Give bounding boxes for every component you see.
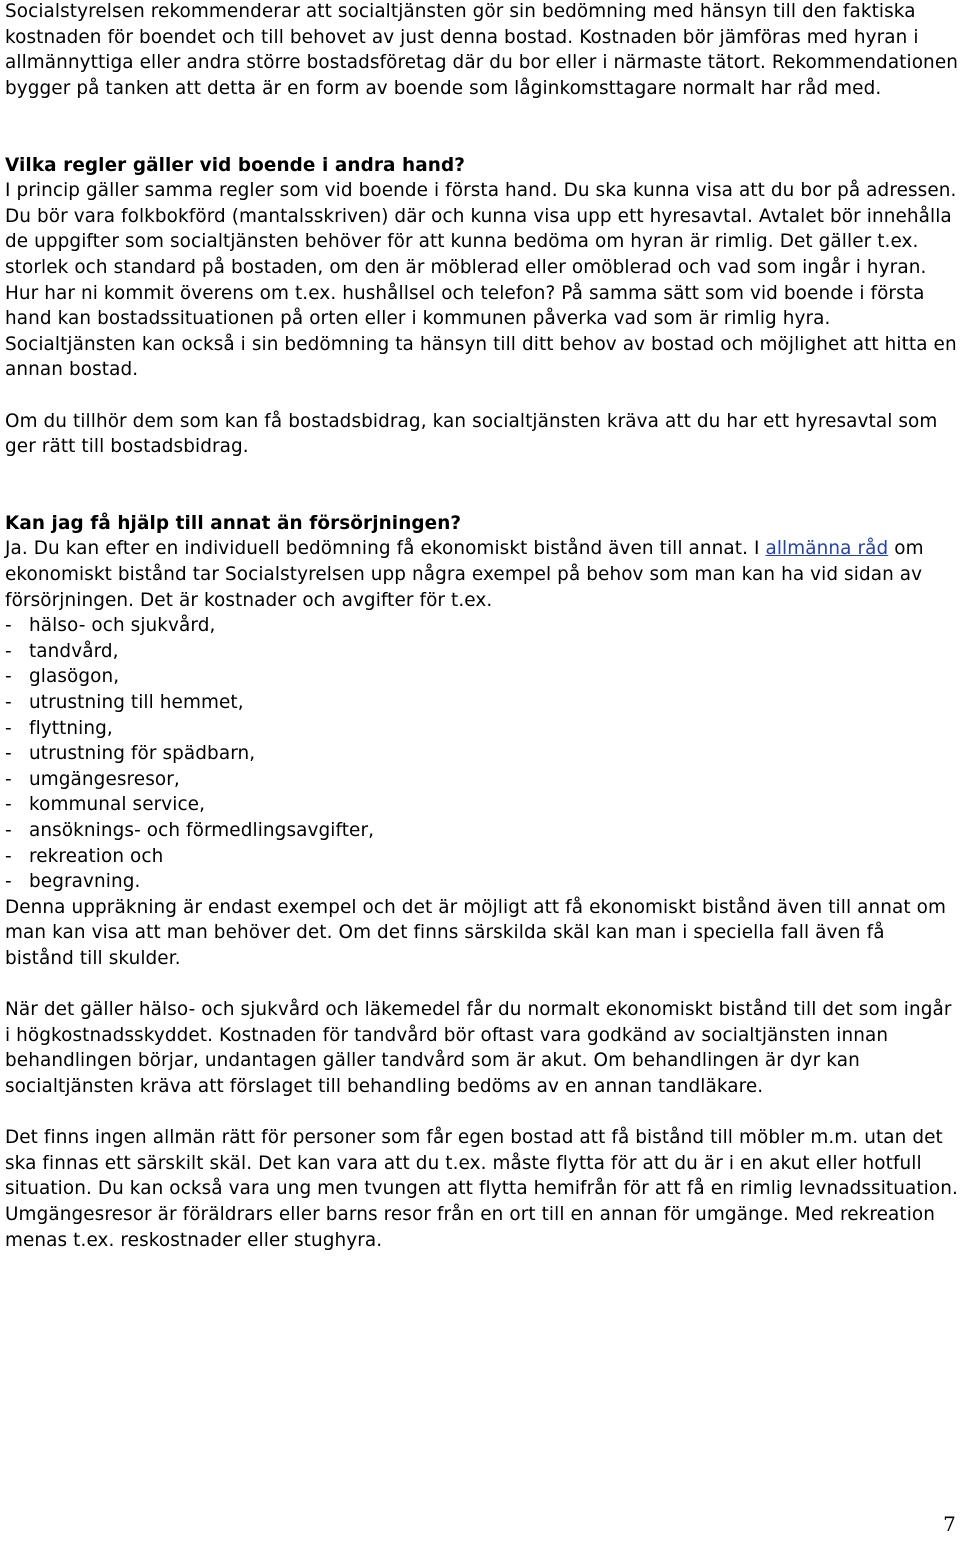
list-item — [5, 767, 959, 793]
annat-intro-before-link: Ja. Du kan efter en individuell bedömning få ekonomiskt bistånd även till annat. I — [5, 538, 766, 560]
list-item-label: glasögon, — [29, 666, 120, 688]
list-item — [5, 792, 959, 818]
heading-andrahand: Vilka regler gäller vid boende i andra hand? — [5, 154, 465, 176]
page-number: 7 — [943, 1512, 956, 1536]
spacer — [5, 1100, 959, 1126]
list-item — [5, 869, 959, 895]
list-marker: - — [5, 820, 12, 841]
list-item — [5, 741, 959, 767]
list-marker: - — [5, 640, 12, 662]
spacer — [5, 383, 959, 409]
spacer — [5, 101, 959, 152]
document-page — [5, 0, 959, 1253]
expense-list — [5, 613, 959, 895]
annat-intro-after-link: om ekonomiskt bistånd tar Socialstyrelsen upp några exempel på behov som man kan ha vid sidan av försörjningen. Det är kostnader och avgifter för t.ex. — [5, 538, 924, 611]
list-marker: - — [5, 845, 12, 867]
list-item — [5, 690, 959, 716]
list-item-label: hälso- och sjukvård, — [29, 615, 216, 637]
spacer — [5, 460, 959, 511]
list-item-label: kommunal service, — [29, 794, 206, 816]
spacer — [5, 972, 959, 998]
intro-paragraph: Socialstyrelsen rekommenderar att socialtjänsten gör sin bedömning med hänsyn till den faktiska kostnaden för boendet och till behovet av just denna bostad. Kostnaden bör jämföras med hyran i allmännyttiga eller andra större bostadsföretag där du bor eller i närmaste tätort. Rekommendationen bygger på tanken att detta är en form av boende som låginkomsttagare normalt har råd med. — [5, 1, 958, 99]
list-item — [5, 716, 959, 742]
list-item-label: umgängesresor, — [29, 768, 180, 790]
list-item-label: begravning. — [29, 871, 141, 893]
list-marker: - — [5, 666, 12, 688]
list-marker: - — [5, 615, 12, 637]
list-marker: - — [5, 692, 12, 714]
list-item-label: flyttning, — [29, 717, 113, 739]
andrahand-paragraph-1: I princip gäller samma regler som vid boende i första hand. Du ska kunna visa att du bor på adressen. Du bör vara folkbokförd (mantalsskriven) där och kunna visa upp ett hyresavtal. Avtalet bör innehålla de uppgifter som socialtjänsten behöver för att kunna bedöma om hyran är rimlig. Det gäller t.ex. storlek och standard på bostaden, om den är möblerad eller omöblerad och vad som ingår i hyran. Hur har ni kommit överens om t.ex. hushållsel och telefon? På samma sätt som vid boende i första hand kan bostadssituationen på orten eller i kommunen påverka vad som är rimlig hyra. Socialtjänsten kan också i sin bedömning ta hänsyn till ditt behov av bostad och möjlighet att hitta en annan bostad. — [5, 180, 957, 381]
list-item-label: ansöknings- och förmedlingsavgifter, — [29, 820, 375, 841]
allmanna-rad-link[interactable]: allmänna råd — [765, 538, 889, 560]
list-item — [5, 818, 959, 844]
health-paragraph: När det gäller hälso- och sjukvård och läkemedel får du normalt ekonomiskt bistånd till det som ingår i högkostnadsskyddet. Kostnaden för tandvård bör oftast vara godkänd av socialtjänsten innan behandlingen börjar, undantagen gäller tandvård som är akut. Om behandlingen är dyr kan socialtjänsten kräva att förslaget till behandling bedöms av en annan tandläkare. — [5, 999, 952, 1097]
list-marker: - — [5, 768, 12, 790]
annat-intro-paragraph — [5, 536, 959, 613]
list-item-label: utrustning till hemmet, — [29, 692, 244, 714]
list-item — [5, 639, 959, 665]
list-item-label: rekreation och — [29, 845, 164, 867]
list-item — [5, 664, 959, 690]
heading-annat: Kan jag få hjälp till annat än försörjningen? — [5, 512, 462, 534]
list-marker: - — [5, 717, 12, 739]
list-marker: - — [5, 743, 12, 765]
list-item-label: tandvård, — [29, 640, 119, 662]
andrahand-paragraph-2: Om du tillhör dem som kan få bostadsbidrag, kan socialtjänsten kräva att du har ett hyresavtal som ger rätt till bostadsbidrag. — [5, 410, 938, 458]
furniture-paragraph: Det finns ingen allmän rätt för personer som får egen bostad att få bistånd till möbler m.m. utan det ska finnas ett särskilt skäl. Det kan vara att du t.ex. måste flytta för att du är i en akut eller hotfull situation. Du kan också vara ung men tvungen att flytta hemifrån för att få en rimlig levnadssituation. Umgängesresor är föräldrars eller barns resor från en ort till en annan för umgänge. Med rekreation menas t.ex. reskostnader eller stughyra. — [5, 1127, 958, 1251]
list-item — [5, 613, 959, 639]
annat-after-list: Denna uppräkning är endast exempel och det är möjligt att få ekonomiskt bistånd även till annat om man kan visa att man behöver det. Om det finns särskilda skäl kan man i speciella fall även få bistånd till skulder. — [5, 896, 947, 969]
list-marker: - — [5, 794, 12, 816]
list-item — [5, 844, 959, 870]
list-marker: - — [5, 871, 12, 893]
list-item-label: utrustning för spädbarn, — [29, 743, 256, 765]
